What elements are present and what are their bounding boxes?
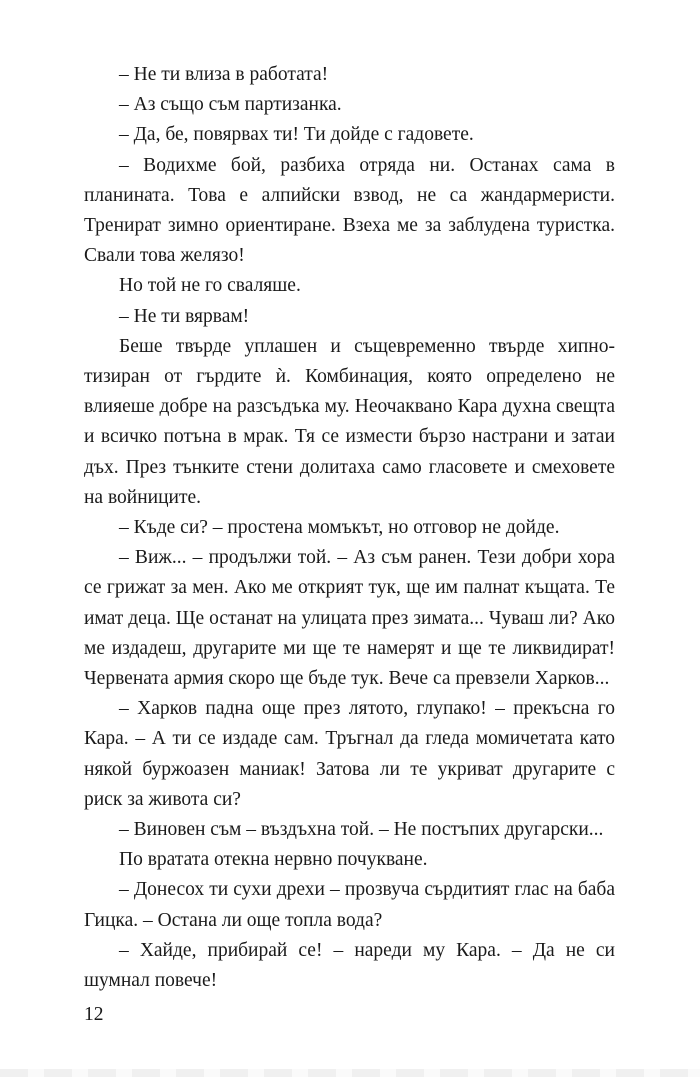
paragraph: – Водихме бой, разбиха отряда ни. Останах сама в планината. Това е алпийски взвод, не са жандармеристи. Тренират зимно ориентиране. Взеха ме за заблудена туристка. Свали това желязо! [84, 154, 615, 267]
paragraph: – Не ти влиза в работата! [119, 64, 329, 85]
paragraph: – Виж... – продължи той. – Аз съм ранен. Тези добри хора се грижат за мен. Ако ме открият тук, ще им палнат къщата. Те имат деца. Ще останат на улицата през зимата... Чуваш ли? Ако ме издадеш, другарите ми ще те намерят и ще те ликвидират! Червената армия скоро ще бъде тук. Вече са превзели Харков... [84, 547, 615, 690]
scan-edge [0, 1069, 700, 1077]
paragraph: – Не ти вярвам! [119, 305, 250, 327]
paragraph: – Харков падна още през лятото, глупако! – прекъсна го Кара. – А ти се издаде сам. Тръгнал да гледа момичетата като някой буржоазен маниак! Затова ли те укриват другарите с риск за живота си? [84, 698, 615, 810]
paragraph: – Виновен съм – въздъхна той. – Не постъпих другарски... [119, 819, 604, 841]
page-number: 12 [84, 1004, 104, 1025]
paragraph: – Хайде, прибирай се! – нареди му Кара. – Да не си шумнал повече! [84, 939, 615, 992]
paragraph: По вратата отекна нервно почукване. [119, 849, 428, 871]
paragraph: – Да, бе, повярвах ти! Ти дойде с гадовете. [119, 124, 474, 146]
paragraph: Беше твърде уплашен и същевременно твърде хипнотизиран от гърдите ѝ. Комбинация, която определено не влияеше добре на разсъдъка му. Неочаквано Кара духна свещта и всичко потъна в мрак. Тя се измести бързо настрани и затаи дъх. През тънките стени долитаха само гласовете и смеховете на войниците. [84, 335, 615, 508]
paragraph: – Аз също съм партизанка. [119, 94, 342, 116]
page-body [84, 60, 615, 996]
paragraph: Но той не го сваляше. [119, 275, 301, 297]
paragraph: – Къде си? – простена момъкът, но отговор не дойде. [119, 517, 560, 539]
paragraph: – Донесох ти сухи дрехи – прозвуча сърдитият глас на баба Гицка. – Остана ли още топла вода? [84, 879, 615, 931]
